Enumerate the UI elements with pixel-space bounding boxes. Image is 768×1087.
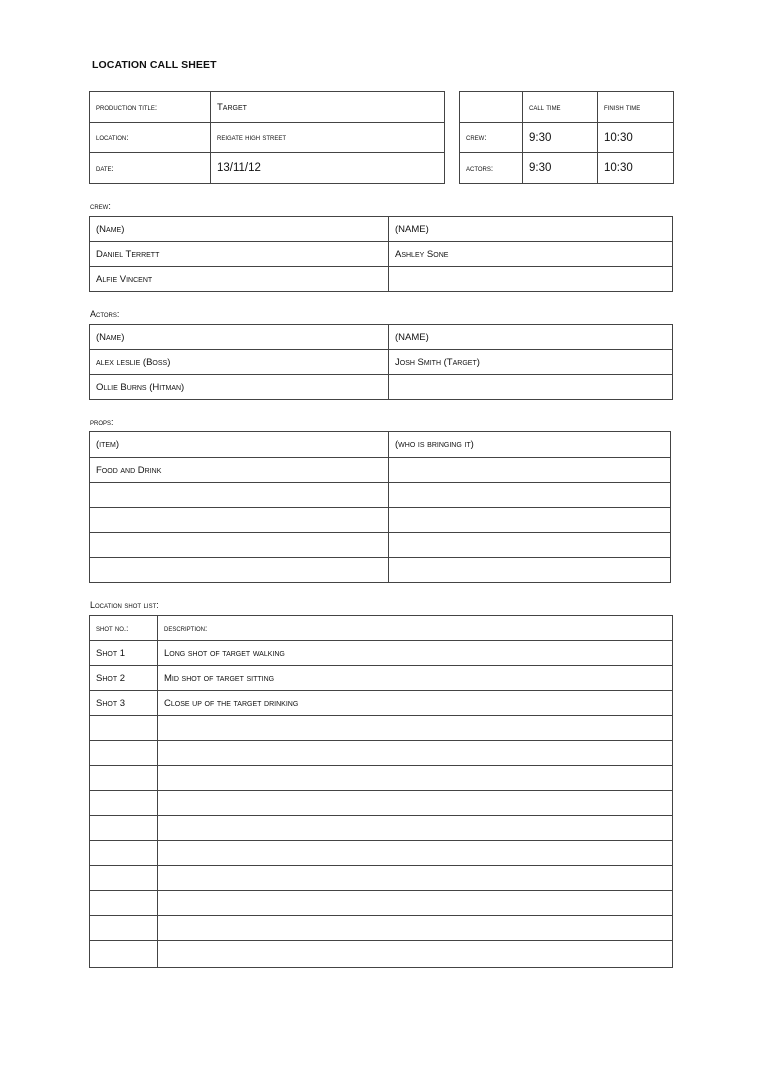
prop-cell <box>90 533 389 558</box>
props-bringer-header: (who is bringing it) <box>389 432 671 458</box>
shot-list-section-label: Location shot list: <box>90 600 159 610</box>
table-row <box>90 716 673 741</box>
table-row <box>90 558 671 583</box>
shot-number <box>90 791 158 816</box>
table-row <box>90 350 673 375</box>
shot-number <box>90 941 158 968</box>
shot-list-table <box>89 615 673 968</box>
location-label: location: <box>90 123 211 153</box>
shot-description <box>158 766 673 791</box>
crew-call-time: 9:30 <box>523 123 598 153</box>
table-row <box>90 483 671 508</box>
shot-description <box>158 816 673 841</box>
table-row <box>90 666 673 691</box>
crew-section-label: crew: <box>90 201 111 211</box>
table-row <box>460 153 674 184</box>
table-row <box>90 325 673 350</box>
table-row <box>90 375 673 400</box>
table-row <box>90 941 673 968</box>
shot-number <box>90 741 158 766</box>
shot-number <box>90 916 158 941</box>
crew-cell: Ashley Sone <box>389 242 673 267</box>
shot-no-header: shot no.: <box>90 616 158 641</box>
prop-cell <box>90 558 389 583</box>
actors-table <box>89 324 673 400</box>
shot-description: Close up of the target drinking <box>158 691 673 716</box>
location-value: reigate high street <box>211 123 445 153</box>
table-row <box>90 432 671 458</box>
shot-description <box>158 891 673 916</box>
prop-cell <box>389 533 671 558</box>
table-row <box>90 816 673 841</box>
time-header-blank <box>460 92 523 123</box>
shot-description <box>158 841 673 866</box>
table-row <box>90 616 673 641</box>
table-row <box>90 153 445 184</box>
actors-name-header-1: (Name) <box>90 325 389 350</box>
crew-name-header-2: (NAME) <box>389 217 673 242</box>
date-value: 13/11/12 <box>211 153 445 184</box>
prop-cell: Food and Drink <box>90 458 389 483</box>
table-row <box>90 916 673 941</box>
prop-cell <box>389 508 671 533</box>
page-title: LOCATION CALL SHEET <box>92 59 217 71</box>
crew-finish-time: 10:30 <box>598 123 674 153</box>
prop-cell <box>90 483 389 508</box>
props-table <box>89 431 671 583</box>
actors-call-time: 9:30 <box>523 153 598 184</box>
table-row <box>90 641 673 666</box>
props-item-header: (item) <box>90 432 389 458</box>
call-time-header: call time <box>523 92 598 123</box>
crew-cell: Daniel Terrett <box>90 242 389 267</box>
shot-description <box>158 941 673 968</box>
crew-name-header-1: (Name) <box>90 217 389 242</box>
shot-description: Long shot of target walking <box>158 641 673 666</box>
shot-number <box>90 716 158 741</box>
time-table <box>459 91 674 184</box>
actor-cell <box>389 375 673 400</box>
shot-description <box>158 741 673 766</box>
table-row <box>90 458 671 483</box>
shot-number <box>90 816 158 841</box>
shot-description <box>158 866 673 891</box>
shot-description: Mid shot of target sitting <box>158 666 673 691</box>
shot-number: Shot 2 <box>90 666 158 691</box>
prop-cell <box>389 483 671 508</box>
table-row <box>90 841 673 866</box>
table-row <box>460 123 674 153</box>
production-title-value: Target <box>211 92 445 123</box>
prop-cell <box>389 558 671 583</box>
shot-number: Shot 1 <box>90 641 158 666</box>
shot-description <box>158 716 673 741</box>
description-header: description: <box>158 616 673 641</box>
table-row <box>460 92 674 123</box>
actors-name-header-2: (NAME) <box>389 325 673 350</box>
production-title-label: production title: <box>90 92 211 123</box>
table-row <box>90 217 673 242</box>
actor-cell: alex leslie (Boss) <box>90 350 389 375</box>
shot-description <box>158 916 673 941</box>
table-row <box>90 791 673 816</box>
actors-time-label: actors: <box>460 153 523 184</box>
prop-cell <box>90 508 389 533</box>
table-row <box>90 92 445 123</box>
table-row <box>90 891 673 916</box>
crew-table <box>89 216 673 292</box>
props-section-label: props: <box>90 417 114 427</box>
crew-time-label: crew: <box>460 123 523 153</box>
date-label: date: <box>90 153 211 184</box>
table-row <box>90 691 673 716</box>
actors-finish-time: 10:30 <box>598 153 674 184</box>
table-row <box>90 766 673 791</box>
shot-number <box>90 841 158 866</box>
table-row <box>90 123 445 153</box>
table-row <box>90 866 673 891</box>
actors-section-label: Actors: <box>90 309 120 319</box>
table-row <box>90 508 671 533</box>
actor-cell: Ollie Burns (Hitman) <box>90 375 389 400</box>
finish-time-header: finish time <box>598 92 674 123</box>
crew-cell: Alfie Vincent <box>90 267 389 292</box>
shot-number <box>90 866 158 891</box>
table-row <box>90 533 671 558</box>
shot-description <box>158 791 673 816</box>
shot-number: Shot 3 <box>90 691 158 716</box>
table-row <box>90 242 673 267</box>
table-row <box>90 267 673 292</box>
prop-cell <box>389 458 671 483</box>
table-row <box>90 741 673 766</box>
shot-number <box>90 891 158 916</box>
crew-cell <box>389 267 673 292</box>
shot-number <box>90 766 158 791</box>
actor-cell: Josh Smith (Target) <box>389 350 673 375</box>
production-info-table <box>89 91 445 184</box>
